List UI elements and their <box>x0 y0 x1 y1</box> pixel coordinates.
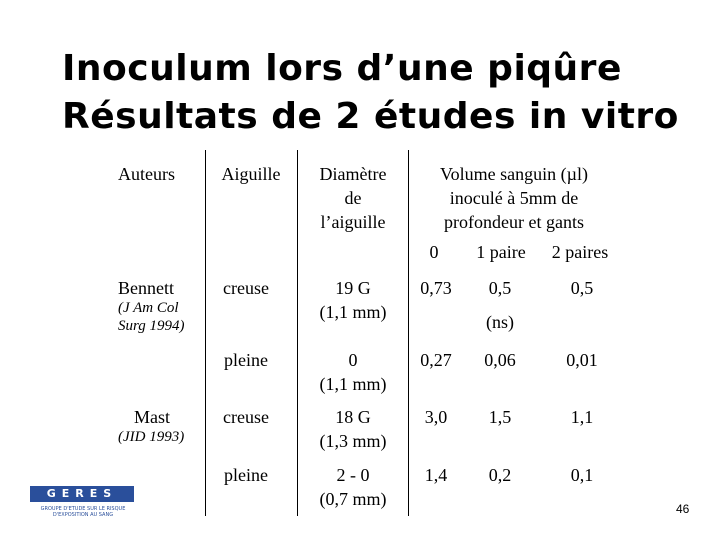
row2-diam-2: (1,1 mm) <box>319 374 387 394</box>
header-diametre-1: Diamètre <box>319 164 387 184</box>
header-gants-1: 1 paire <box>476 242 526 262</box>
row4-diam-2: (0,7 mm) <box>319 489 387 509</box>
row2-diam-1: 0 <box>348 350 358 370</box>
row2-v2: 0,01 <box>566 350 598 370</box>
slide-title-line2: Résultats de 2 études in vitro <box>62 96 679 137</box>
header-diametre-3: l’aiguille <box>320 212 386 232</box>
row1-diam-1: 19 G <box>335 278 371 298</box>
column-divider <box>408 150 409 516</box>
row1-v2: 0,5 <box>570 278 594 298</box>
geres-logo <box>28 484 138 518</box>
header-volume-3: profondeur et gants <box>444 212 584 232</box>
row1-v1-note: (ns) <box>486 312 514 332</box>
column-divider <box>297 150 298 516</box>
row2-v1: 0,06 <box>484 350 516 370</box>
page-number: 46 <box>676 502 690 516</box>
header-aiguille: Aiguille <box>221 164 281 184</box>
header-auteurs: Auteurs <box>118 164 175 184</box>
row4-aiguille: pleine <box>224 465 268 485</box>
row4-v1: 0,2 <box>488 465 512 485</box>
geres-logo-mark: GERES <box>30 486 134 502</box>
row3-v2: 1,1 <box>570 407 594 427</box>
row3-aiguille: creuse <box>223 407 269 427</box>
geres-logo-subtitle-1: GROUPE D'ETUDE SUR LE RISQUE <box>40 506 126 512</box>
row3-v1: 1,5 <box>488 407 512 427</box>
study-ref-bennett-2: Surg 1994) <box>118 318 185 334</box>
row3-diam-2: (1,3 mm) <box>319 431 387 451</box>
geres-logo-subtitle <box>28 506 138 518</box>
row1-v1: 0,5 <box>488 278 512 298</box>
header-gants-2: 2 paires <box>551 242 609 262</box>
row2-v0: 0,27 <box>420 350 452 370</box>
column-divider <box>205 150 206 516</box>
row1-v0: 0,73 <box>420 278 452 298</box>
row4-v2: 0,1 <box>570 465 594 485</box>
row4-v0: 1,4 <box>424 465 448 485</box>
row1-aiguille: creuse <box>223 278 269 298</box>
study-ref-mast: (JID 1993) <box>118 429 185 445</box>
row1-diam-2: (1,1 mm) <box>319 302 387 322</box>
slide-title-line1: Inoculum lors d’une piqûre <box>62 48 622 89</box>
header-volume-2: inoculé à 5mm de <box>449 188 579 208</box>
row4-diam-1: 2 - 0 <box>336 465 370 485</box>
header-gants-0: 0 <box>429 242 439 262</box>
study-ref-bennett-1: (J Am Col <box>118 300 179 316</box>
study-author-mast: Mast <box>134 407 170 427</box>
row2-aiguille: pleine <box>224 350 268 370</box>
header-volume-1: Volume sanguin (µl) <box>439 164 589 184</box>
row3-diam-1: 18 G <box>335 407 371 427</box>
geres-logo-subtitle-2: D'EXPOSITION AU SANG <box>52 512 114 518</box>
row3-v0: 3,0 <box>424 407 448 427</box>
header-diametre-2: de <box>344 188 362 208</box>
study-author-bennett: Bennett <box>118 278 174 298</box>
